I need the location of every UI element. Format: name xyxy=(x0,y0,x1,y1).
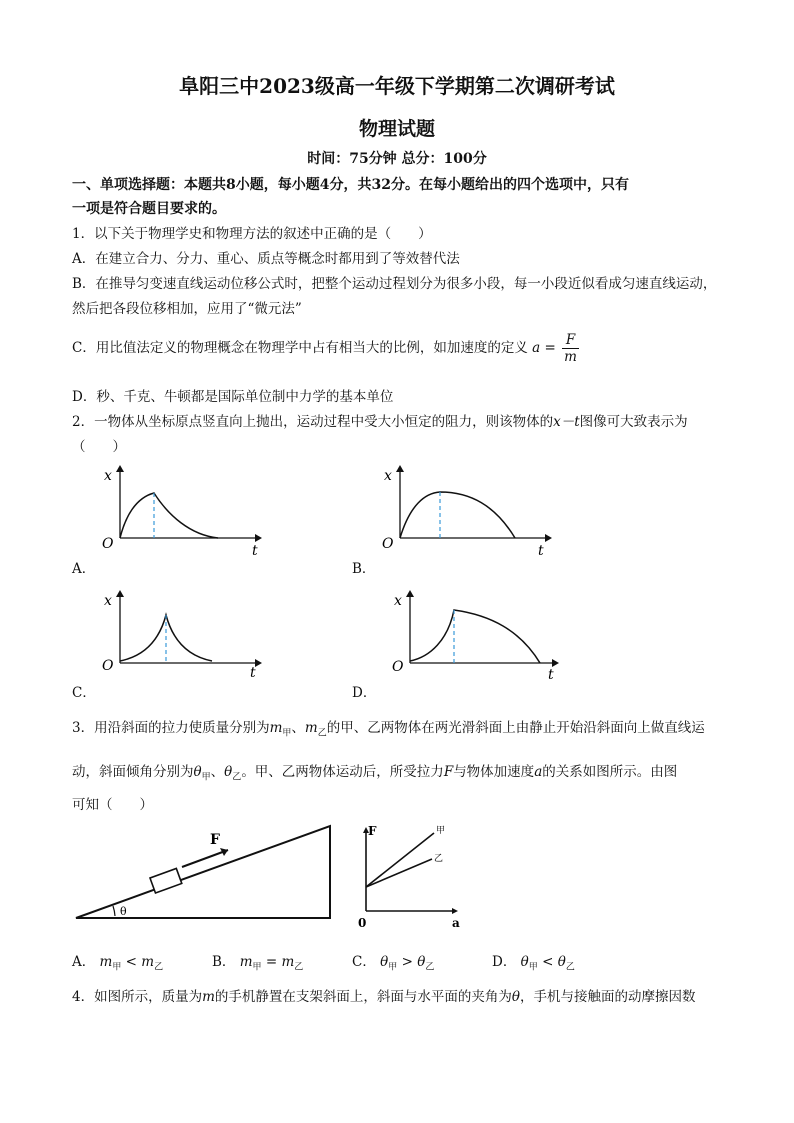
q3-m-jia: m xyxy=(269,720,283,736)
q3-d-label: D． xyxy=(492,954,517,970)
q3-c-rel: > xyxy=(401,954,413,970)
q3-c-var2: θ xyxy=(417,954,426,970)
graph-c-t-label: t xyxy=(250,665,256,681)
graph-jia-label: 甲 xyxy=(436,826,446,836)
graph-a-label: a xyxy=(452,916,460,930)
q3-a-sub2: 乙 xyxy=(154,962,164,973)
q1-option-c-text: C．用比值法定义的物理概念在物理学中占有相当大的比例，如加速度的定义 xyxy=(72,340,528,356)
q1-formula-fraction xyxy=(562,332,579,365)
q3-b-var1: m xyxy=(239,954,253,970)
graph-b-x-label: x xyxy=(384,468,392,484)
graph-d-origin: O xyxy=(392,659,404,675)
q3-option-d xyxy=(492,950,575,973)
q1-formula-num: F xyxy=(562,332,579,349)
graph-a-x-label: x xyxy=(104,468,112,484)
q3-a-sub1: 甲 xyxy=(112,962,122,973)
q3-stem-line3: 可知（ ） xyxy=(72,797,153,813)
q3-b-sub1: 甲 xyxy=(252,962,262,973)
q3-option-b xyxy=(212,950,303,973)
q2-stem-line1 xyxy=(72,410,688,430)
time-info: 时间：75分钟 总分：100分 xyxy=(307,151,487,167)
q4-stem-line1 xyxy=(72,985,696,1005)
graph-a-t-label: t xyxy=(252,543,258,559)
q3-d-sub2: 乙 xyxy=(565,962,575,973)
q1-stem: 1．以下关于物理学史和物理方法的叙述中正确的是（ ） xyxy=(72,226,432,242)
q3-c-sub1: 甲 xyxy=(388,962,398,973)
section-heading-line1: 一、单项选择题：本题共8小题，每小题4分，共32分。在每小题给出的四个选项中，只有 xyxy=(72,177,629,193)
q2-label-b: B． xyxy=(352,561,376,577)
q3-theta-yi: θ xyxy=(224,764,233,780)
q3-m-yi: m xyxy=(304,720,318,736)
graph-origin: 0 xyxy=(358,916,367,930)
q3-a-label: A． xyxy=(72,954,96,970)
q2-graph-d xyxy=(380,585,570,685)
q3-option-a xyxy=(72,950,163,973)
q3-sep-2: 、 xyxy=(210,764,225,780)
q3-a: a xyxy=(534,764,543,780)
section-heading-line2: 一项是符合题目要求的。 xyxy=(72,201,226,217)
q3-a-rel: < xyxy=(125,954,137,970)
q3-a-var1: m xyxy=(99,954,113,970)
q3-incline-figure xyxy=(70,820,340,930)
q3-d-var1: θ xyxy=(520,954,529,970)
q4-text-1b: 的手机静置在支架斜面上，斜面与水平面的夹角为 xyxy=(214,989,512,1005)
q3-a-var2: m xyxy=(141,954,155,970)
q4-theta: θ xyxy=(511,989,521,1005)
q3-theta-jia: θ xyxy=(193,764,202,780)
q1-option-a: A．在建立合力、分力、重心、质点等概念时都用到了等效替代法 xyxy=(72,251,460,267)
q3-c-label: C． xyxy=(352,954,376,970)
q3-b-label: B． xyxy=(212,954,236,970)
graph-d-x-label: x xyxy=(394,593,402,609)
q4-text-1c: ，手机与接触面的动摩擦因数 xyxy=(520,989,696,1005)
q1-option-c xyxy=(72,332,579,365)
exam-title: 阜阳三中2023级高一年级下学期第二次调研考试 xyxy=(179,74,615,98)
graph-c-origin: O xyxy=(102,658,114,674)
q3-b-var2: m xyxy=(281,954,295,970)
q3-theta-sub-jia: 甲 xyxy=(201,772,211,783)
q3-text-2d: 的关系如图所示。由图 xyxy=(542,764,678,780)
q1-option-d: D．秒、千克、牛顿都是国际单位制中力学的基本单位 xyxy=(72,389,394,405)
q3-text-2b: 。甲、乙两物体运动后，所受拉力 xyxy=(241,764,444,780)
q3-c-var1: θ xyxy=(380,954,389,970)
q2-label-a: A． xyxy=(72,561,96,577)
subject-title: 物理试题 xyxy=(358,118,435,140)
graph-b-t-label: t xyxy=(538,543,544,559)
q3-b-rel: = xyxy=(265,954,278,970)
q3-d-sub1: 甲 xyxy=(528,962,538,973)
q2-stem-part1: 2．一物体从坐标原点竖直向上抛出，运动过程中受大小恒定的阻力，则该物体的 xyxy=(72,414,554,430)
graph-yi-label: 乙 xyxy=(434,854,444,864)
line-yi xyxy=(366,859,432,887)
q3-d-var2: θ xyxy=(557,954,566,970)
q3-text-1b: 的甲、乙两物体在两光滑斜面上由静止开始沿斜面向上做直线运 xyxy=(326,720,705,736)
q1-option-b-line1: B．在推导匀变速直线运动位移公式时，把整个运动过程划分为很多小段，每一小段近似看成匀速直线运动， xyxy=(72,276,717,292)
q2-stem-part2: 图像可大致表示为 xyxy=(579,414,688,430)
q1-option-b-line2: 然后把各段位移相加，应用了“微元法” xyxy=(72,301,302,317)
q2-graph-a xyxy=(90,460,270,560)
line-jia xyxy=(366,833,434,887)
q3-b-sub2: 乙 xyxy=(294,962,304,973)
graph-F-label: F xyxy=(368,824,377,838)
q3-sub-jia: 甲 xyxy=(282,728,292,739)
q3-stem-line1 xyxy=(72,716,705,739)
q2-label-d: D． xyxy=(352,685,377,701)
q3-text-2c: 与物体加速度 xyxy=(453,764,535,780)
q3-sub-yi: 乙 xyxy=(317,728,327,739)
q3-sep: 、 xyxy=(291,720,305,736)
q3-force-accel-graph xyxy=(352,815,472,930)
graph-d-t-label: t xyxy=(548,667,554,683)
q3-text-1a: 3．用沿斜面的拉力使质量分别为 xyxy=(72,720,270,736)
q2-label-c: C． xyxy=(72,685,96,701)
q3-d-rel: < xyxy=(542,954,554,970)
graph-a-origin: O xyxy=(102,536,114,552)
q3-F: F xyxy=(443,764,454,780)
q3-theta-sub-yi: 乙 xyxy=(232,772,242,783)
incline-angle-label: θ xyxy=(120,905,127,918)
q4-m: m xyxy=(202,989,215,1005)
q1-formula-den: m xyxy=(564,349,577,365)
q2-stem-line2: （ ） xyxy=(72,439,126,455)
q2-stem-xt: x－t xyxy=(553,414,580,430)
q3-stem-line2 xyxy=(72,760,677,783)
q1-formula-lhs: a = xyxy=(532,340,556,356)
q4-text-1a: 4．如图所示，质量为 xyxy=(72,989,203,1005)
graph-c-x-label: x xyxy=(104,593,112,609)
q3-option-c xyxy=(352,950,434,973)
q2-graph-c xyxy=(90,585,270,685)
incline-force-label: F xyxy=(210,832,220,848)
q2-graph-b xyxy=(370,460,560,560)
graph-b-origin: O xyxy=(382,536,394,552)
q3-c-sub2: 乙 xyxy=(425,962,435,973)
q3-text-2a: 动，斜面倾角分别为 xyxy=(72,764,194,780)
